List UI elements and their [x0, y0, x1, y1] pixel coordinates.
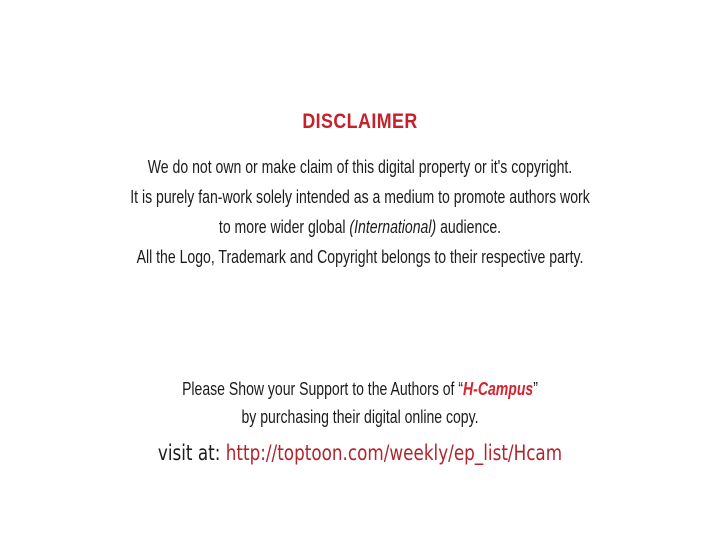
audience-text-pre: to more wider global — [218, 216, 350, 237]
disclaimer-line-ownership: We do not own or make claim of this digital property or it's copyright. — [147, 156, 573, 177]
purchase-copy-line: by purchasing their digital online copy. — [241, 407, 479, 427]
visit-line — [72, 437, 648, 469]
audience-text-post: audience. — [436, 216, 502, 237]
series-title: H-Campus — [463, 379, 534, 399]
disclaimer-line-fanwork: It is purely fan-work solely intended as a medium to promote authors work — [130, 186, 590, 207]
disclaimer-title: DISCLAIMER — [302, 110, 418, 133]
support-text-post: ” — [533, 379, 538, 399]
support-text-pre: Please Show your Support to the Authors of “ — [182, 379, 464, 399]
support-request-line — [79, 376, 641, 403]
disclaimer-line-trademark: All the Logo, Trademark and Copyright belongs to their respective party. — [136, 246, 584, 267]
toptoon-url-link[interactable]: http://toptoon.com/weekly/ep_list/Hcam — [225, 441, 563, 465]
international-emphasis: (International) — [349, 216, 437, 237]
visit-at-label: visit at: — [157, 441, 226, 465]
disclaimer-line-audience — [86, 212, 633, 242]
